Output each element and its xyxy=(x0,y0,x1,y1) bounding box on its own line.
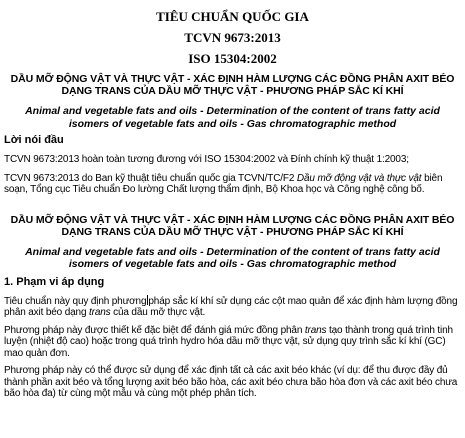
foreword-paragraph-1: TCVN 9673:2013 hoàn toàn tương đương với ISO 15304:2002 và Đính chính kỹ thuật 1:2003; xyxy=(4,154,409,165)
vietnamese-title-line-1: DẦU MỠ ĐỘNG VẬT VÀ THỰC VẬT - XÁC ĐỊNH HÀM LƯỢNG CÁC ĐỒNG PHÂN AXIT BÉO xyxy=(10,73,455,85)
english-title-line-1: Animal and vegetable fats and oils - Determination of the content of trans fatty acid xyxy=(25,105,440,117)
english-title-line-2: isomers of vegetable fats and oils - Gas chromatographic method xyxy=(68,117,397,130)
standard-code: TCVN 9673:2013 xyxy=(184,30,281,45)
document-page xyxy=(0,10,465,438)
scope-p1-italic: trans xyxy=(89,307,111,318)
vietnamese-title-2-line-2: DẠNG TRANS CỦA DẦU MỠ THỰC VẬT - PHƯƠNG PHÁP SẮC KÍ KHÍ xyxy=(61,225,404,238)
scope-heading: 1. Phạm vi áp dụng xyxy=(4,275,105,288)
foreword-p2-italic: Dầu mỡ động vật và thực vật xyxy=(296,172,422,184)
english-title-2-line-1: Animal and vegetable fats and oils - Determination of the content of trans fatty acid xyxy=(25,245,440,258)
foreword-paragraph-2 xyxy=(4,173,461,196)
english-title-block-2 xyxy=(4,246,461,271)
scope-paragraph-1 xyxy=(4,295,461,319)
scope-p2-italic: trans xyxy=(304,324,327,336)
standard-title: TIÊU CHUẨN QUỐC GIA xyxy=(156,9,309,24)
english-title-block xyxy=(4,105,461,130)
scope-p1-text-c: của dầu mỡ thực vật. xyxy=(110,307,206,318)
iso-reference: ISO 15304:2002 xyxy=(188,51,277,66)
foreword-heading: Lời nói đầu xyxy=(4,134,64,146)
vietnamese-title-line-2: DẠNG TRANS CỦA DẦU MỠ THỰC VẬT - PHƯƠNG PHÁP SẮC KÍ KHÍ xyxy=(61,85,404,97)
foreword-p2-text-b: biên soạn, Tổng cục Tiêu chuẩn Đo lường Chất lượng thẩm định, Bộ Khoa học và Công nghệ công bố. xyxy=(4,172,443,195)
english-title-2-line-2: isomers of vegetable fats and oils - Gas chromatographic method xyxy=(68,258,397,270)
scope-p2-text-a: Phương pháp này được thiết kế đặc biệt để đánh giá mức đồng phân xyxy=(4,324,305,336)
vietnamese-title-block-2 xyxy=(4,214,461,238)
scope-p1-text-b: pháp sắc kí khí sử dụng các cột mao quản để xác định hàm lượng đồng phân axit béo dạng xyxy=(4,295,458,318)
scope-paragraph-3: Phương pháp này có thể được sử dụng để xác định tất cả các axit béo khác (ví dụ: để thu được đầy đủ thành phần axit béo và tổng lượng axit béo bão hòa, các axit béo chưa bão hòa đơn và các axit béo chưa bão hòa đa) từ cùng một mẫu và cùng một phép phân tích. xyxy=(4,365,458,399)
scope-p1-text-a: Tiêu chuẩn này quy định phương xyxy=(4,295,147,307)
vietnamese-title-2-line-1: DẦU MỠ ĐỘNG VẬT VÀ THỰC VẬT - XÁC ĐỊNH HÀM LƯỢNG CÁC ĐỒNG PHÂN AXIT BÉO xyxy=(10,213,455,226)
vietnamese-title-block xyxy=(4,73,461,97)
foreword-p2-text-a: TCVN 9673:2013 do Ban kỹ thuật tiêu chuẩn quốc gia TCVN/TC/F2 xyxy=(4,172,297,184)
scope-paragraph-2 xyxy=(4,325,461,360)
scope-p2-text-b: tạo thành trong quá trình tinh luyện (nhiệt độ cao) hoặc trong quá trình hydro hóa dầu mỡ thực vật, sử dụng quy trình sắc kí khí (GC) mao quản đơn. xyxy=(4,324,453,359)
